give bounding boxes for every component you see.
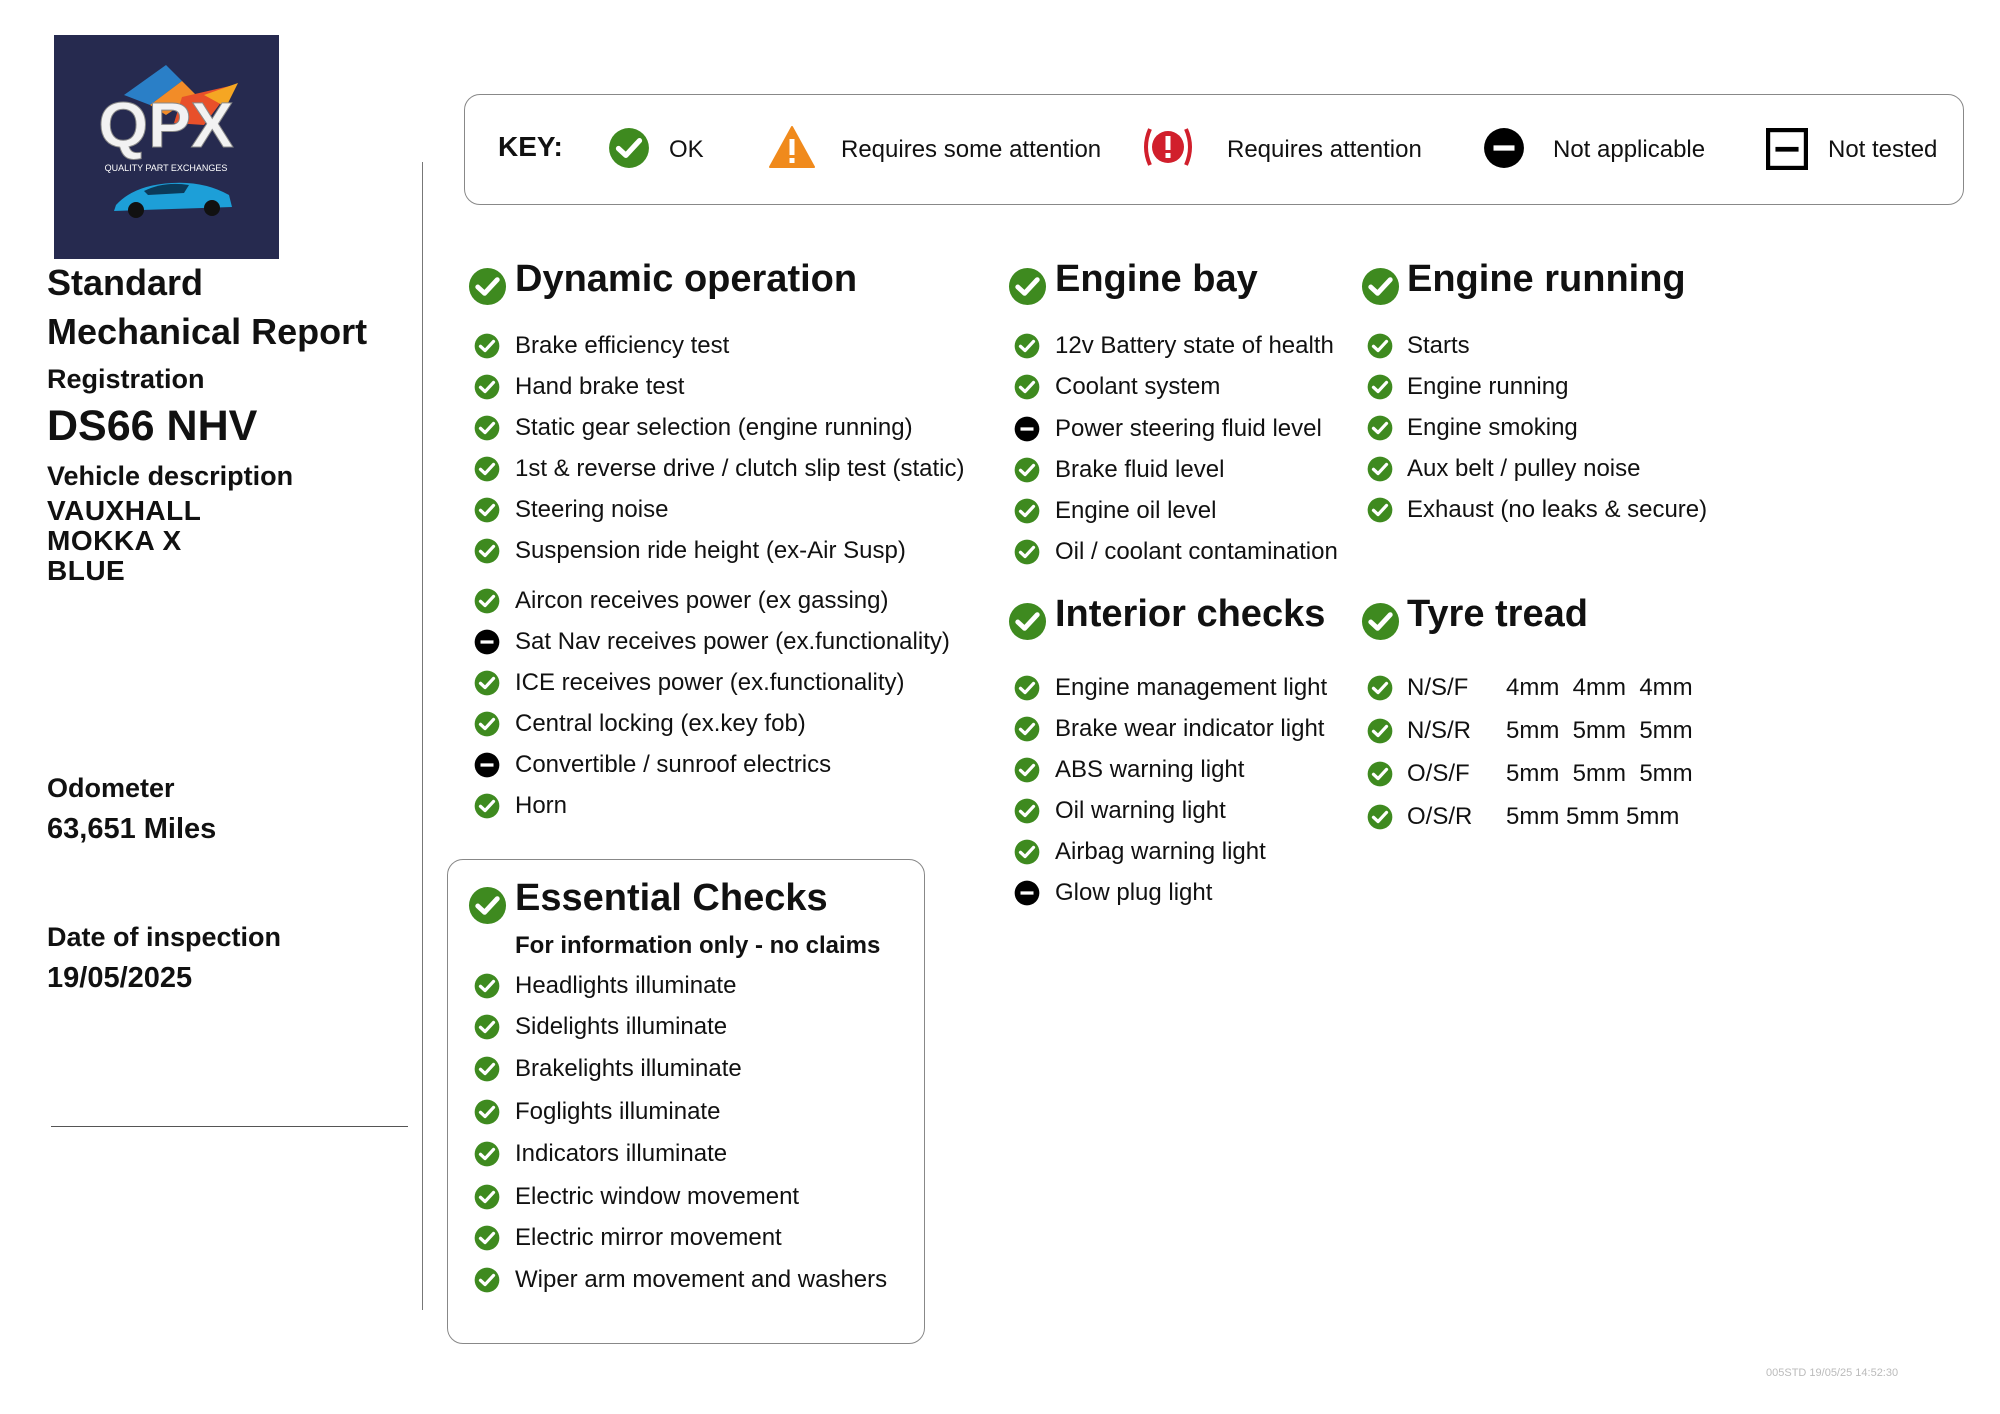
check-item-label: O/S/R bbox=[1407, 803, 1473, 830]
logo-text: QPX bbox=[98, 89, 234, 161]
ok-check-icon bbox=[1014, 716, 1040, 742]
ok-check-icon bbox=[474, 588, 500, 614]
ok-check-icon bbox=[1014, 333, 1040, 359]
vehicle-make: VAUXHALL bbox=[47, 495, 202, 526]
report-title-line1: Standard bbox=[47, 262, 204, 303]
ok-check-icon bbox=[474, 374, 500, 400]
vertical-divider bbox=[422, 162, 423, 1310]
vehicle-model: MOKKA X bbox=[47, 525, 182, 556]
not-applicable-icon bbox=[474, 752, 500, 778]
key-some-attention-text: Requires some attention bbox=[841, 136, 1102, 163]
section-title-engine-running: Engine running bbox=[1407, 258, 1686, 300]
tyre-tread-values: 5mm 5mm 5mm bbox=[1506, 760, 1693, 787]
check-item-label: Hand brake test bbox=[515, 373, 685, 400]
check-item-label: Electric mirror movement bbox=[515, 1224, 782, 1251]
check-item-label: N/S/F bbox=[1407, 674, 1469, 701]
not-applicable-icon bbox=[474, 629, 500, 655]
check-item-label: ICE receives power (ex.functionality) bbox=[515, 669, 905, 696]
check-item-label: N/S/R bbox=[1407, 717, 1472, 744]
qpx-logo bbox=[54, 35, 279, 259]
check-item-label: Indicators illuminate bbox=[515, 1140, 728, 1167]
ok-check-icon bbox=[474, 456, 500, 482]
check-item-label: Wiper arm movement and washers bbox=[515, 1266, 888, 1293]
check-item-label: Coolant system bbox=[1055, 373, 1221, 400]
ok-check-icon bbox=[1014, 457, 1040, 483]
check-item-label: Horn bbox=[515, 792, 568, 819]
ok-check-icon bbox=[468, 886, 507, 925]
section-title-interior: Interior checks bbox=[1055, 593, 1326, 635]
check-item-label: Convertible / sunroof electrics bbox=[515, 751, 832, 778]
ok-check-icon bbox=[474, 1267, 500, 1293]
check-item-label: Steering noise bbox=[515, 496, 669, 523]
check-item-label: Aircon receives power (ex gassing) bbox=[515, 587, 889, 614]
ok-check-icon bbox=[1367, 804, 1393, 830]
check-item-label: Electric window movement bbox=[515, 1183, 800, 1210]
ok-check-icon bbox=[474, 1225, 500, 1251]
check-item-label: O/S/F bbox=[1407, 760, 1470, 787]
registration-label: Registration bbox=[47, 364, 205, 394]
ok-check-icon bbox=[474, 973, 500, 999]
odometer-value: 63,651 Miles bbox=[47, 813, 217, 845]
ok-check-icon bbox=[1014, 839, 1040, 865]
ok-check-icon bbox=[1367, 415, 1393, 441]
ok-check-icon bbox=[1367, 718, 1393, 744]
left-divider bbox=[51, 1126, 408, 1127]
not-applicable-icon bbox=[1483, 127, 1525, 174]
ok-check-icon bbox=[474, 415, 500, 441]
check-item-label: Brake fluid level bbox=[1055, 456, 1225, 483]
vehicle-colour: BLUE bbox=[47, 555, 126, 586]
essential-checks-subtitle: For information only - no claims bbox=[515, 932, 881, 959]
check-item-label: Glow plug light bbox=[1055, 879, 1213, 906]
footer-code: 005STD 19/05/25 14:52:30 bbox=[1766, 1367, 1899, 1379]
key-not-tested-text: Not tested bbox=[1828, 136, 1938, 163]
ok-check-icon bbox=[468, 267, 507, 306]
check-item-label: Sat Nav receives power (ex.functionality) bbox=[515, 628, 950, 655]
ok-check-icon bbox=[1367, 456, 1393, 482]
ok-check-icon bbox=[1014, 757, 1040, 783]
ok-check-icon bbox=[1367, 374, 1393, 400]
ok-check-icon bbox=[474, 1014, 500, 1040]
vehicle-description bbox=[47, 496, 201, 586]
check-item-label: Airbag warning light bbox=[1055, 838, 1266, 865]
check-item-label: Oil warning light bbox=[1055, 797, 1226, 824]
check-item-label: Starts bbox=[1407, 332, 1470, 359]
check-item-label: Headlights illuminate bbox=[515, 972, 737, 999]
key-not-applicable-text: Not applicable bbox=[1553, 136, 1706, 163]
ok-check-icon bbox=[1008, 602, 1047, 641]
ok-check-icon bbox=[1361, 602, 1400, 641]
ok-check-icon bbox=[1361, 267, 1400, 306]
registration-value: DS66 NHV bbox=[47, 402, 258, 450]
check-item-label: 12v Battery state of health bbox=[1055, 332, 1334, 359]
check-item-label: Aux belt / pulley noise bbox=[1407, 455, 1641, 482]
warning-triangle-icon bbox=[768, 125, 816, 174]
check-item-label: Engine smoking bbox=[1407, 414, 1578, 441]
ok-check-icon bbox=[474, 1099, 500, 1125]
check-item-label: 1st & reverse drive / clutch slip test (static) bbox=[515, 455, 965, 482]
ok-check-icon bbox=[1367, 333, 1393, 359]
ok-check-icon bbox=[474, 1184, 500, 1210]
check-item-label: Brakelights illuminate bbox=[515, 1055, 742, 1082]
vehicle-description-label: Vehicle description bbox=[47, 461, 294, 491]
alert-exclamation-icon bbox=[1142, 125, 1194, 174]
tyre-tread-values: 5mm 5mm 5mm bbox=[1506, 803, 1680, 830]
check-item-label: Sidelights illuminate bbox=[515, 1013, 728, 1040]
check-item-label: Engine running bbox=[1407, 373, 1569, 400]
ok-check-icon bbox=[474, 1056, 500, 1082]
check-item-label: Engine management light bbox=[1055, 674, 1328, 701]
tyre-tread-values: 4mm 4mm 4mm bbox=[1506, 674, 1693, 701]
ok-check-icon bbox=[474, 670, 500, 696]
inspection-date-value: 19/05/2025 bbox=[47, 962, 193, 994]
ok-check-icon bbox=[1367, 761, 1393, 787]
key-label: KEY: bbox=[498, 131, 563, 162]
ok-check-icon bbox=[474, 793, 500, 819]
check-item-label: Exhaust (no leaks & secure) bbox=[1407, 496, 1708, 523]
check-item-label: Static gear selection (engine running) bbox=[515, 414, 913, 441]
ok-check-icon bbox=[1014, 374, 1040, 400]
section-title-essential: Essential Checks bbox=[515, 877, 828, 919]
check-item-label: Central locking (ex.key fob) bbox=[515, 710, 806, 737]
ok-check-icon bbox=[608, 127, 650, 174]
not-tested-icon bbox=[1766, 128, 1808, 175]
check-item-label: ABS warning light bbox=[1055, 756, 1245, 783]
check-item-label: Brake wear indicator light bbox=[1055, 715, 1325, 742]
not-applicable-icon bbox=[1014, 880, 1040, 906]
check-item-label: Oil / coolant contamination bbox=[1055, 538, 1338, 565]
inspection-date-label: Date of inspection bbox=[47, 922, 282, 952]
ok-check-icon bbox=[1014, 798, 1040, 824]
ok-check-icon bbox=[474, 538, 500, 564]
key-attention-text: Requires attention bbox=[1227, 136, 1422, 163]
section-title-engine-bay: Engine bay bbox=[1055, 258, 1258, 300]
ok-check-icon bbox=[474, 711, 500, 737]
ok-check-icon bbox=[1367, 497, 1393, 523]
check-item-label: Engine oil level bbox=[1055, 497, 1217, 524]
check-item-label: Foglights illuminate bbox=[515, 1098, 721, 1125]
odometer-label: Odometer bbox=[47, 773, 175, 803]
not-applicable-icon bbox=[1014, 416, 1040, 442]
check-item-label: Brake efficiency test bbox=[515, 332, 730, 359]
tyre-tread-values: 5mm 5mm 5mm bbox=[1506, 717, 1693, 744]
ok-check-icon bbox=[1014, 498, 1040, 524]
ok-check-icon bbox=[1008, 267, 1047, 306]
logo-tagline: QUALITY PART EXCHANGES bbox=[104, 163, 228, 173]
check-item-label: Suspension ride height (ex-Air Susp) bbox=[515, 537, 906, 564]
section-title-dynamic: Dynamic operation bbox=[515, 258, 858, 300]
ok-check-icon bbox=[474, 333, 500, 359]
ok-check-icon bbox=[1014, 539, 1040, 565]
section-title-tyre: Tyre tread bbox=[1407, 593, 1588, 635]
report-title bbox=[47, 258, 407, 356]
ok-check-icon bbox=[1367, 675, 1393, 701]
key-ok-text: OK bbox=[669, 136, 704, 163]
ok-check-icon bbox=[474, 497, 500, 523]
check-item-label: Power steering fluid level bbox=[1055, 415, 1322, 442]
ok-check-icon bbox=[1014, 675, 1040, 701]
ok-check-icon bbox=[474, 1141, 500, 1167]
report-title-line2: Mechanical Report bbox=[47, 311, 368, 352]
